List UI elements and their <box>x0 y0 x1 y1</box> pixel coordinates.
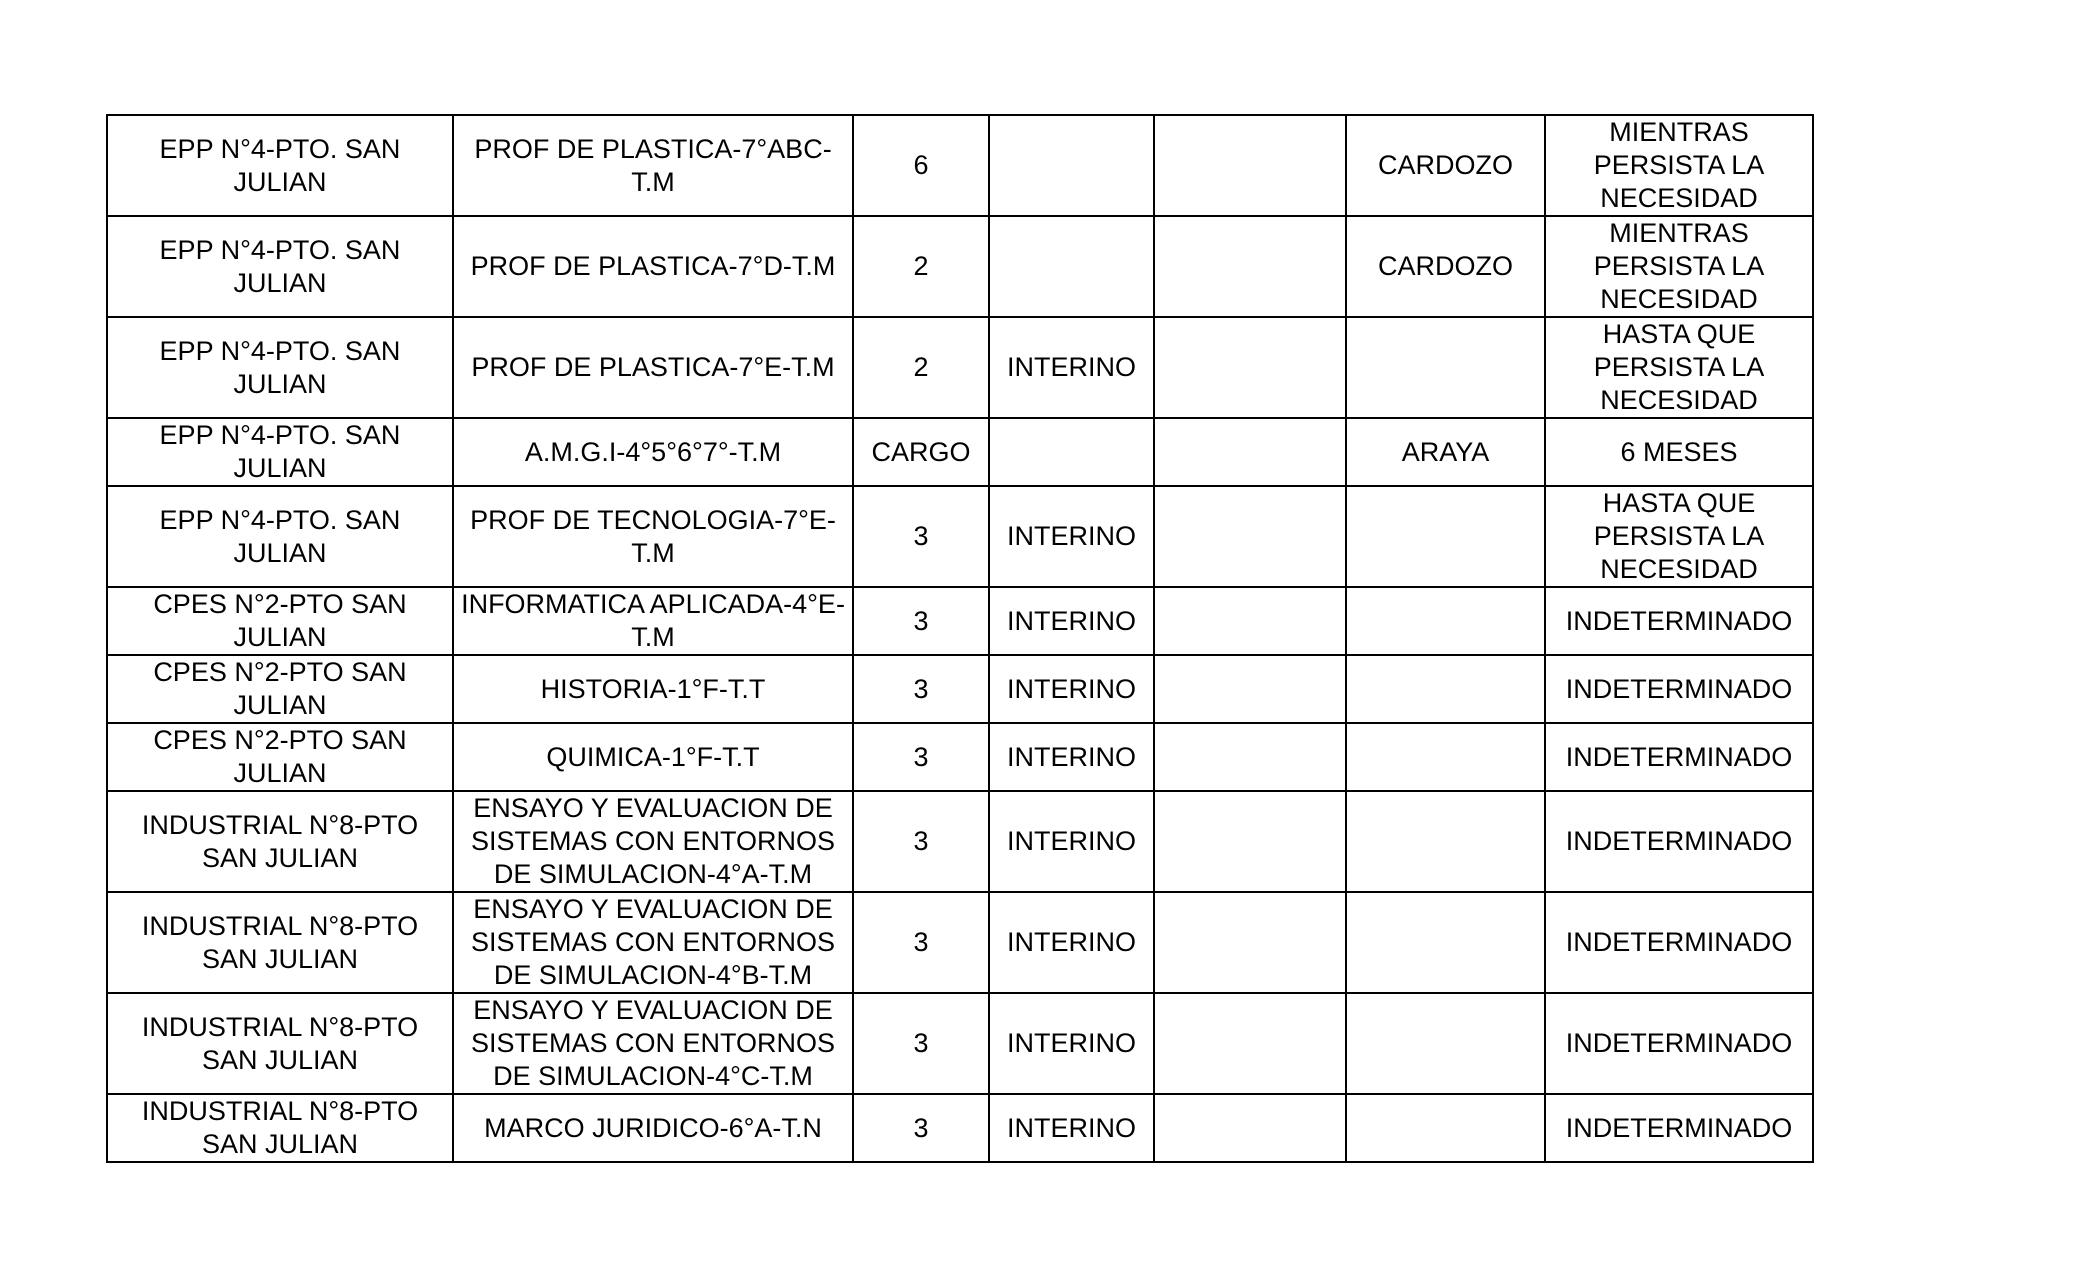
empty-cell <box>1154 587 1346 655</box>
subject-cell: ENSAYO Y EVALUACION DE SISTEMAS CON ENTORNOS DE SIMULACION-4°B-T.M <box>453 892 853 993</box>
duration-cell: HASTA QUE PERSISTA LA NECESIDAD <box>1545 317 1813 418</box>
hours-cell: 6 <box>853 115 989 216</box>
subject-cell: PROF DE PLASTICA-7°E-T.M <box>453 317 853 418</box>
subject-cell: PROF DE TECNOLOGIA-7°E-T.M <box>453 486 853 587</box>
school-cell: INDUSTRIAL N°8-PTO SAN JULIAN <box>107 1094 453 1162</box>
hours-cell: 3 <box>853 655 989 723</box>
name-cell <box>1346 317 1545 418</box>
hours-cell: 3 <box>853 587 989 655</box>
duration-cell: INDETERMINADO <box>1545 892 1813 993</box>
duration-cell: INDETERMINADO <box>1545 587 1813 655</box>
name-cell <box>1346 655 1545 723</box>
duration-cell: MIENTRAS PERSISTA LA NECESIDAD <box>1545 115 1813 216</box>
table-row <box>107 216 1813 317</box>
duration-cell: HASTA QUE PERSISTA LA NECESIDAD <box>1545 486 1813 587</box>
school-cell: INDUSTRIAL N°8-PTO SAN JULIAN <box>107 892 453 993</box>
hours-cell: CARGO <box>853 418 989 486</box>
table-row <box>107 993 1813 1094</box>
subject-cell: ENSAYO Y EVALUACION DE SISTEMAS CON ENTORNOS DE SIMULACION-4°A-T.M <box>453 791 853 892</box>
table-row <box>107 587 1813 655</box>
table-row <box>107 317 1813 418</box>
hours-cell: 3 <box>853 486 989 587</box>
subject-cell: MARCO JURIDICO-6°A-T.N <box>453 1094 853 1162</box>
status-cell: INTERINO <box>989 892 1154 993</box>
name-cell: CARDOZO <box>1346 216 1545 317</box>
name-cell <box>1346 1094 1545 1162</box>
empty-cell <box>1154 486 1346 587</box>
empty-cell <box>1154 655 1346 723</box>
empty-cell <box>1154 317 1346 418</box>
duration-cell: INDETERMINADO <box>1545 723 1813 791</box>
name-cell <box>1346 993 1545 1094</box>
status-cell: INTERINO <box>989 655 1154 723</box>
status-cell: INTERINO <box>989 1094 1154 1162</box>
table-row <box>107 486 1813 587</box>
empty-cell <box>1154 1094 1346 1162</box>
status-cell <box>989 115 1154 216</box>
table-row <box>107 115 1813 216</box>
duration-cell: MIENTRAS PERSISTA LA NECESIDAD <box>1545 216 1813 317</box>
duration-cell: INDETERMINADO <box>1545 655 1813 723</box>
name-cell: CARDOZO <box>1346 115 1545 216</box>
empty-cell <box>1154 892 1346 993</box>
status-cell: INTERINO <box>989 587 1154 655</box>
name-cell <box>1346 791 1545 892</box>
empty-cell <box>1154 723 1346 791</box>
subject-cell: ENSAYO Y EVALUACION DE SISTEMAS CON ENTORNOS DE SIMULACION-4°C-T.M <box>453 993 853 1094</box>
status-cell: INTERINO <box>989 486 1154 587</box>
subject-cell: INFORMATICA APLICADA-4°E-T.M <box>453 587 853 655</box>
name-cell <box>1346 892 1545 993</box>
name-cell <box>1346 587 1545 655</box>
subject-cell: PROF DE PLASTICA-7°ABC-T.M <box>453 115 853 216</box>
hours-cell: 2 <box>853 317 989 418</box>
school-cell: EPP N°4-PTO. SAN JULIAN <box>107 317 453 418</box>
school-cell: INDUSTRIAL N°8-PTO SAN JULIAN <box>107 791 453 892</box>
school-cell: CPES N°2-PTO SAN JULIAN <box>107 723 453 791</box>
status-cell <box>989 216 1154 317</box>
school-cell: CPES N°2-PTO SAN JULIAN <box>107 655 453 723</box>
empty-cell <box>1154 115 1346 216</box>
duration-cell: 6 MESES <box>1545 418 1813 486</box>
empty-cell <box>1154 791 1346 892</box>
assignments-table <box>106 114 1814 1163</box>
name-cell: ARAYA <box>1346 418 1545 486</box>
table-row <box>107 1094 1813 1162</box>
subject-cell: A.M.G.I-4°5°6°7°-T.M <box>453 418 853 486</box>
school-cell: EPP N°4-PTO. SAN JULIAN <box>107 486 453 587</box>
subject-cell: HISTORIA-1°F-T.T <box>453 655 853 723</box>
name-cell <box>1346 486 1545 587</box>
hours-cell: 3 <box>853 791 989 892</box>
school-cell: INDUSTRIAL N°8-PTO SAN JULIAN <box>107 993 453 1094</box>
subject-cell: QUIMICA-1°F-T.T <box>453 723 853 791</box>
table-row <box>107 418 1813 486</box>
hours-cell: 3 <box>853 1094 989 1162</box>
hours-cell: 3 <box>853 892 989 993</box>
school-cell: CPES N°2-PTO SAN JULIAN <box>107 587 453 655</box>
status-cell: INTERINO <box>989 993 1154 1094</box>
school-cell: EPP N°4-PTO. SAN JULIAN <box>107 418 453 486</box>
empty-cell <box>1154 418 1346 486</box>
duration-cell: INDETERMINADO <box>1545 993 1813 1094</box>
table-row <box>107 791 1813 892</box>
hours-cell: 3 <box>853 723 989 791</box>
status-cell: INTERINO <box>989 723 1154 791</box>
hours-cell: 2 <box>853 216 989 317</box>
table-row <box>107 892 1813 993</box>
empty-cell <box>1154 993 1346 1094</box>
duration-cell: INDETERMINADO <box>1545 1094 1813 1162</box>
school-cell: EPP N°4-PTO. SAN JULIAN <box>107 115 453 216</box>
hours-cell: 3 <box>853 993 989 1094</box>
status-cell: INTERINO <box>989 317 1154 418</box>
table-row <box>107 655 1813 723</box>
duration-cell: INDETERMINADO <box>1545 791 1813 892</box>
status-cell: INTERINO <box>989 791 1154 892</box>
status-cell <box>989 418 1154 486</box>
subject-cell: PROF DE PLASTICA-7°D-T.M <box>453 216 853 317</box>
school-cell: EPP N°4-PTO. SAN JULIAN <box>107 216 453 317</box>
empty-cell <box>1154 216 1346 317</box>
table-row <box>107 723 1813 791</box>
name-cell <box>1346 723 1545 791</box>
